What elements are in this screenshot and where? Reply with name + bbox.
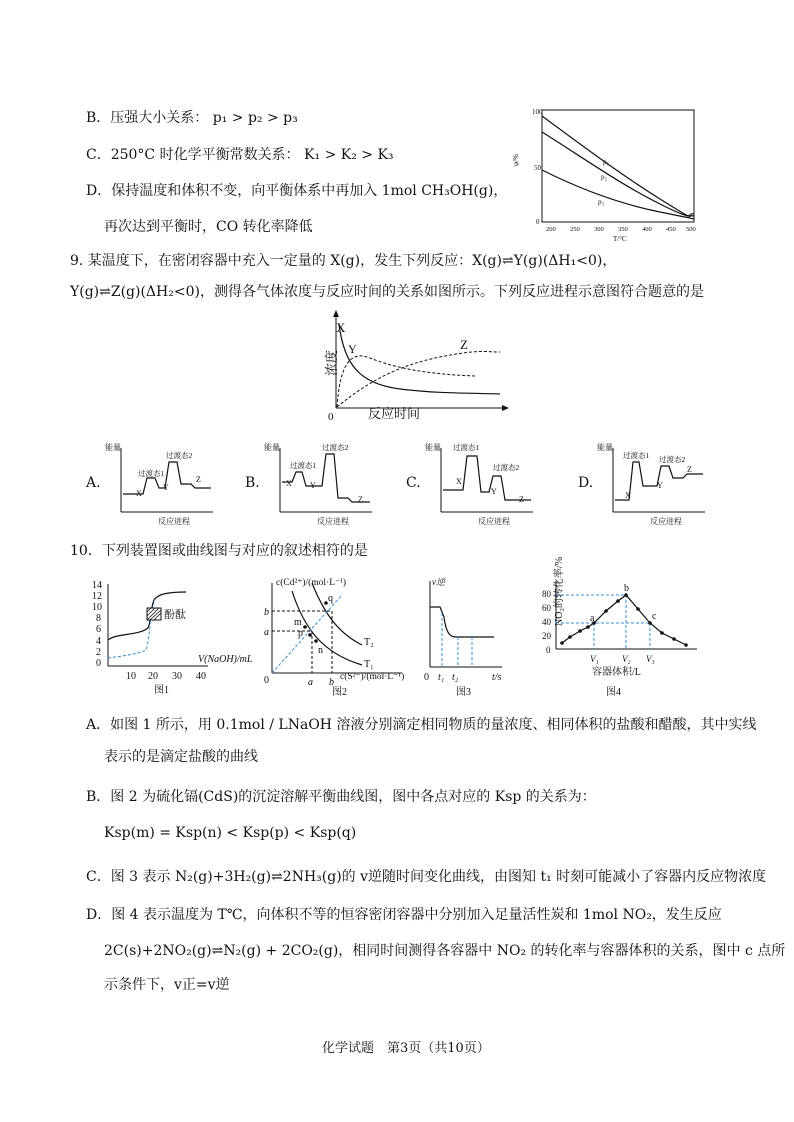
q9-option-c-diagram xyxy=(423,436,538,526)
fig3-t2: t₂ xyxy=(452,672,459,683)
q9-label-x: X xyxy=(336,320,346,335)
q10-stem: 10．下列装置图或曲线图与对应的叙述相符的是 xyxy=(70,543,368,559)
q8-option-b: B．压强大小关系： p₁ > p₂ > p₃ xyxy=(86,110,298,126)
z-label: Z xyxy=(196,475,201,484)
q10-fig1-titration xyxy=(88,578,268,698)
z-label: Z xyxy=(687,465,692,474)
q10-option-a-line1: A．如图 1 所示，用 0.1mol / LNaOH 溶液分别滴定相同物质的量浓度、相同体积的盐酸和醋酸，其中实线 xyxy=(86,717,757,733)
ts1-label: 过渡态1 xyxy=(138,469,165,478)
fig2-point-n xyxy=(314,639,318,643)
fig2-caption: 图2 xyxy=(332,687,347,698)
q8-phi-temperature-chart xyxy=(510,104,710,244)
fig1-xtick: 10 xyxy=(126,671,136,682)
q10-fig4-conversion-volume xyxy=(522,556,702,703)
fig1-ytick: 10 xyxy=(92,602,102,613)
fig1-xlabel: V(NaOH)/mL xyxy=(198,654,253,665)
q9-option-b-letter: B. xyxy=(245,475,260,491)
fig1-caption: 图1 xyxy=(154,685,169,696)
q9-option-b-diagram xyxy=(262,436,377,526)
fig4-caption: 图4 xyxy=(606,687,621,698)
fig2-origin: 0 xyxy=(264,675,269,686)
fig1-ytick: 6 xyxy=(96,624,101,635)
fig3-origin: 0 xyxy=(424,672,429,683)
q8-curve-label: p₁ xyxy=(603,158,609,166)
q9-y-arrow xyxy=(333,310,339,317)
q9-concentration-graph xyxy=(310,310,510,423)
fig2-t2-label: T₂ xyxy=(364,637,374,648)
fig1-ytick: 8 xyxy=(96,613,101,624)
q8-curve-p3 xyxy=(542,170,694,219)
fig3-rate-curve xyxy=(430,607,494,637)
q8-xtick: 200 xyxy=(546,226,556,233)
q8-xtick: 450 xyxy=(666,226,676,233)
fig3-ylabel: v逆 xyxy=(432,577,445,587)
q8-ytick: 0 xyxy=(536,218,540,226)
energy-label: 能量 xyxy=(597,443,613,452)
fig4-ytick: 60 xyxy=(542,603,551,613)
fig4-ytick: 20 xyxy=(542,631,551,641)
fig2-label-m: m xyxy=(294,617,302,628)
ts2-label: 过渡态2 xyxy=(659,455,686,464)
q9-option-c-letter: C. xyxy=(406,475,421,491)
page-footer: 化学试题 第3页（共10页） xyxy=(322,1041,490,1056)
q9-stem-line1: 9. 某温度下，在密闭容器中充入一定量的 X(g)，发生下列反应：X(g)⇌Y(g)(ΔH₁<0)， xyxy=(70,253,617,269)
fig1-ytick: 4 xyxy=(96,636,101,647)
q8-xtick: 400 xyxy=(642,226,652,233)
fig2-xlabel: c(S²⁻)/(mol·L⁻¹) xyxy=(340,672,405,682)
x-label: X xyxy=(136,489,142,498)
q8-ytick: 100 xyxy=(532,108,543,116)
xaxis-label: 反应进程 xyxy=(650,517,682,526)
q8-option-c: C．250°C 时化学平衡常数关系： K₁ > K₂ > K₃ xyxy=(86,147,394,163)
ts2-label: 过渡态2 xyxy=(166,451,193,460)
q9-stem-line2: Y(g)⇌Z(g)(ΔH₂<0)，测得各气体浓度与反应时间的关系如图所示。下列反应进程示意图符合题意的是 xyxy=(70,284,704,300)
xaxis-label: 反应进程 xyxy=(158,517,190,526)
fig3-caption: 图3 xyxy=(456,687,471,698)
y-label: Y xyxy=(491,487,497,496)
q10-option-d-line1: D．图 4 表示温度为 T℃，向体积不等的恒容密闭容器中分别加入足量活性炭和 1mol NO₂，发生反应 xyxy=(86,907,722,923)
q9-option-d-letter: D. xyxy=(578,475,594,491)
q9-curve-x xyxy=(339,324,500,394)
q8-option-d-line1: D．保持温度和体积不变，向平衡体系中再加入 1mol CH₃OH(g)， xyxy=(86,183,508,199)
q8-chart-frame xyxy=(542,110,694,222)
fig4-label-b: b xyxy=(624,583,629,594)
q10-option-c: C．图 3 表示 N₂(g)+3H₂(g)⇌2NH₃(g)的 v逆随时间变化曲线，由图知 t₁ 时刻可能减小了容器内反应物浓度 xyxy=(86,869,767,885)
fig2-a-tick: a xyxy=(264,627,269,638)
fig4-v2: V₂ xyxy=(622,654,631,664)
q8-xtick: 300 xyxy=(594,226,604,233)
q9-x-arrow xyxy=(502,405,509,411)
q10-option-d-line3: 示条件下，v正=v逆 xyxy=(104,977,230,993)
y-label: Y xyxy=(310,481,316,490)
xaxis-label: 反应进程 xyxy=(317,517,349,526)
xaxis-label: 反应进程 xyxy=(478,517,510,526)
fig4-ytick: 0 xyxy=(546,645,551,655)
q8-xlabel: T/°C xyxy=(613,235,627,243)
energy-label: 能量 xyxy=(425,443,441,452)
q9-option-a-diagram xyxy=(103,436,218,526)
q10-option-a-line2: 表示的是滴定盐酸的曲线 xyxy=(104,749,258,765)
energy-label: 能量 xyxy=(105,443,121,452)
q8-xtick: 500 xyxy=(686,226,696,233)
fig3-t1: t₁ xyxy=(438,672,445,683)
q8-curve-p2 xyxy=(542,132,694,216)
energy-label: 能量 xyxy=(264,443,280,452)
fig4-v3: V₃ xyxy=(646,654,655,664)
q10-option-b-line1: B．图 2 为硫化镉(CdS)的沉淀溶解平衡曲线图，图中各点对应的 Ksp 的关系为： xyxy=(86,789,596,805)
fig2-curve-t2 xyxy=(312,583,362,645)
fig1-xtick: 30 xyxy=(172,671,182,682)
fig4-ylabel: NO₂的转化率/% xyxy=(554,556,565,626)
q9-xlabel: 反应时间 xyxy=(368,406,421,421)
z-label: Z xyxy=(519,495,524,504)
ts2-label: 过渡态2 xyxy=(322,443,349,452)
fig2-b-tick: b xyxy=(264,607,269,618)
q10-option-b-line2: Ksp(m) = Ksp(n) < Ksp(p) < Ksp(q) xyxy=(104,825,357,841)
fig1-ytick: 2 xyxy=(96,647,101,658)
fig4-v1: V₁ xyxy=(590,654,599,664)
fig2-a-xtick: a xyxy=(308,677,313,688)
fig4-ytick: 80 xyxy=(542,589,551,599)
q8-curve-label: p₂ xyxy=(601,173,607,181)
fig2-label-n: n xyxy=(318,645,323,656)
fig2-b-xtick: b xyxy=(329,677,334,688)
q9-ylabel: 浓度 xyxy=(324,349,339,376)
fig2-label-q: q xyxy=(328,593,333,604)
ts1-label: 过渡态1 xyxy=(290,461,317,470)
y-label: Y xyxy=(163,483,169,492)
q8-ylabel: φ/% xyxy=(512,154,520,166)
q8-xtick: 350 xyxy=(618,226,628,233)
fig1-indicator-label: 酚酞 xyxy=(164,609,186,621)
q9-curve-z xyxy=(337,351,500,407)
fig2-t1-label: T₁ xyxy=(364,659,374,670)
q8-curve-label: p₃ xyxy=(598,198,604,206)
q8-xtick: 250 xyxy=(570,226,580,233)
ts1-label: 过渡态1 xyxy=(623,451,650,460)
fig4-points xyxy=(560,593,688,647)
fig4-xlabel: 容器体积/L xyxy=(592,667,641,678)
fig3-xlabel: t/s xyxy=(492,672,502,683)
fig2-point-p xyxy=(308,633,312,637)
x-label: X xyxy=(456,477,462,486)
q9-label-z: Z xyxy=(460,337,468,352)
fig1-ytick: 14 xyxy=(92,580,102,591)
fig1-xtick: 20 xyxy=(148,671,158,682)
fig4-ytick: 40 xyxy=(542,617,551,627)
q10-option-d-line2: 2C(s)+2NO₂(g)⇌N₂(g) + 2CO₂(g)，相同时间测得各容器中 NO₂ 的转化率与容器体积的关系，图中 c 点所 xyxy=(104,943,786,959)
q9-label-y: Y xyxy=(348,342,357,356)
ts2-label: 过渡态2 xyxy=(493,463,520,472)
fig1-ytick: 12 xyxy=(92,591,102,602)
x-label: X xyxy=(625,491,631,500)
fig2-point-m xyxy=(303,625,307,629)
q9-curve-y xyxy=(337,356,475,407)
fig2-ylabel: c(Cd²⁺)/(mol·L⁻¹) xyxy=(276,578,347,588)
fig1-ytick: 0 xyxy=(96,658,101,669)
q9-option-d-diagram xyxy=(595,436,710,526)
q9-option-a-letter: A. xyxy=(86,475,101,491)
z-label: Z xyxy=(358,495,363,504)
q8-option-d-line2: 再次达到平衡时，CO 转化率降低 xyxy=(104,219,313,235)
y-label: Y xyxy=(657,481,663,490)
ts1-label: 过渡态1 xyxy=(453,443,480,452)
q9-origin: 0 xyxy=(328,411,334,423)
fig1-xtick: 40 xyxy=(196,671,206,682)
fig4-conversion-curve xyxy=(562,595,686,645)
q8-ytick: 50 xyxy=(534,164,541,172)
fig2-label-p: p xyxy=(298,628,303,639)
q10-fig3-rate-time xyxy=(420,573,510,698)
q10-fig2-cds-equilibrium xyxy=(252,573,412,698)
x-label: X xyxy=(286,479,292,488)
fig4-label-c: c xyxy=(652,611,657,622)
fig4-label-a: a xyxy=(590,613,595,624)
